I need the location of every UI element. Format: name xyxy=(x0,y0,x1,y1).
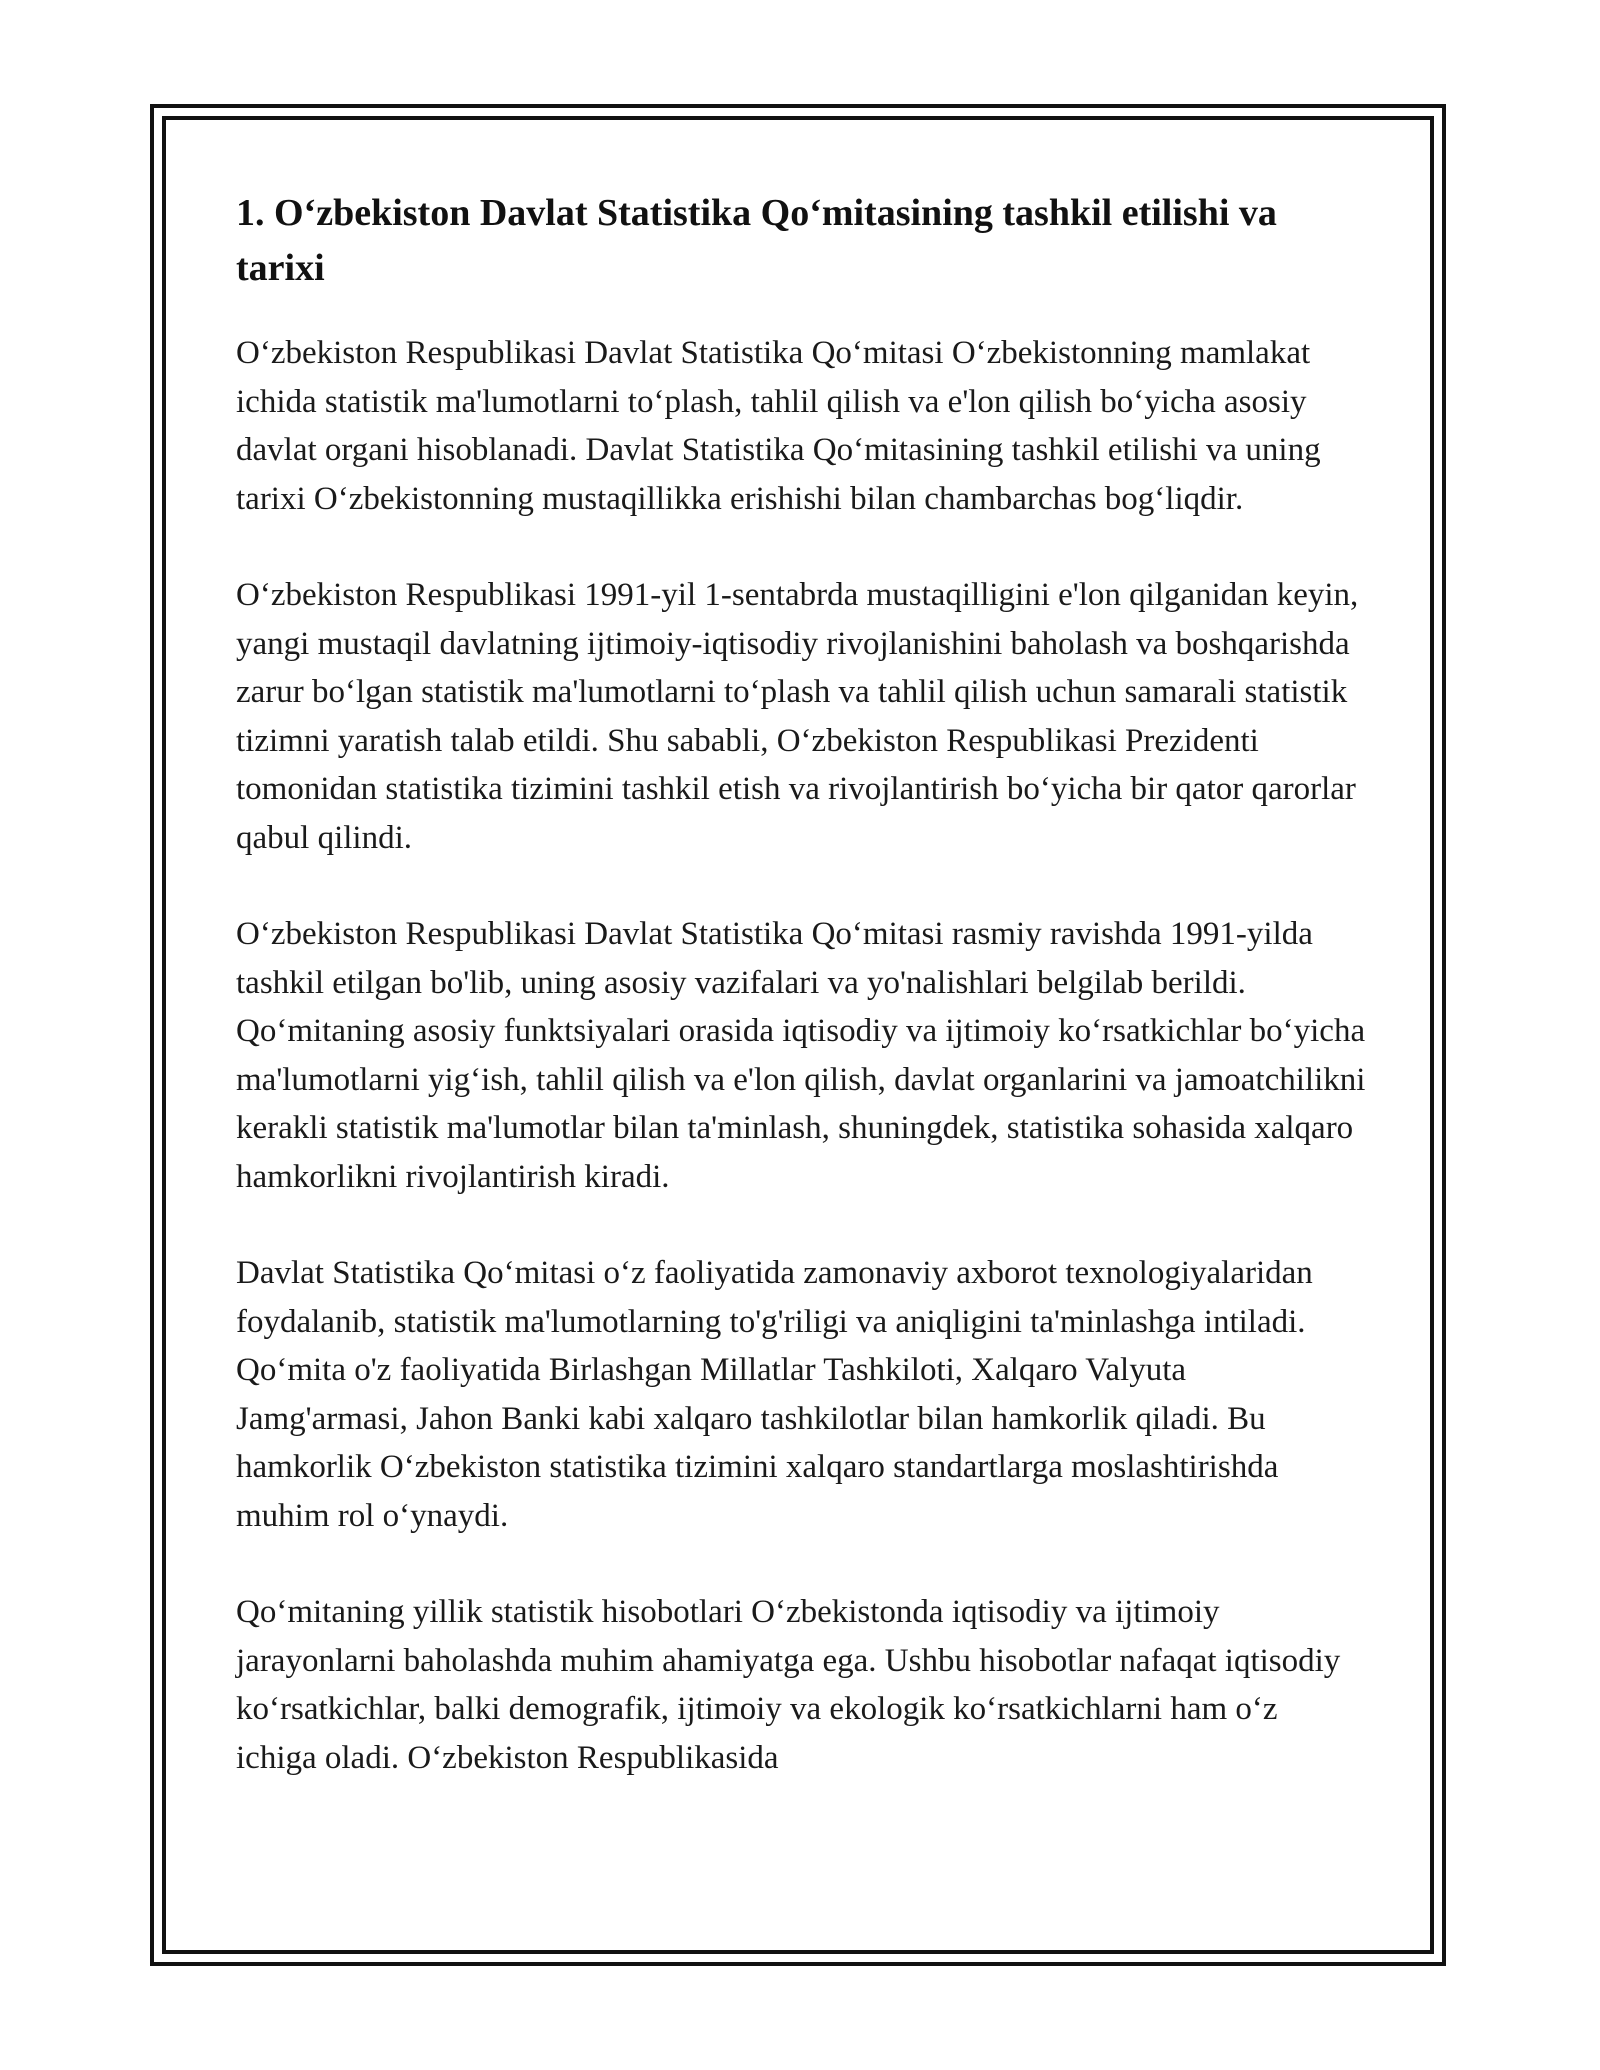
section-heading: 1. O‘zbekiston Davlat Statistika Qo‘mitasining tashkil etilishi va tarixi xyxy=(236,192,1277,289)
paragraph-4: Davlat Statistika Qo‘mitasi o‘z faoliyatida zamonaviy axborot texnologiyalaridan foydalanib, statistik ma'lumotlarning to'g'riligi va aniqligini ta'minlashga intiladi. Qo‘mita o'z faoliyatida Birlashgan Millatlar Tashkiloti, Xalqaro Valyuta Jamg'armasi, Jahon Banki kabi xalqaro tashkilotlar bilan hamkorlik qiladi. Bu hamkorlik O‘zbekiston statistika tizimini xalqaro standartlarga moslashtirishda muhim rol o‘ynaydi. xyxy=(236,1255,1313,1534)
document-content xyxy=(236,186,1366,1830)
paragraph-1: O‘zbekiston Respublikasi Davlat Statistika Qo‘mitasi O‘zbekistonning mamlakat ichida statistik ma'lumotlarni to‘plash, tahlil qilish va e'lon qilish bo‘yicha asosiy davlat organi hisoblanadi. Davlat Statistika Qo‘mitasining tashkil etilishi va uning tarixi O‘zbekistonning mustaqillikka erishishi bilan chambarchas bog‘liqdir. xyxy=(236,335,1321,517)
paragraph-2: O‘zbekiston Respublikasi 1991-yil 1-sentabrda mustaqilligini e'lon qilganidan keyin, yangi mustaqil davlatning ijtimoiy-iqtisodiy rivojlanishini baholash va boshqarishda zarur bo‘lgan statistik ma'lumotlarni to‘plash va tahlil qilish uchun samarali statistik tizimni yaratish talab etildi. Shu sababli, O‘zbekiston Respublikasi Prezidenti tomonidan statistika tizimini tashkil etish va rivojlantirish bo‘yicha bir qator qarorlar qabul qilindi. xyxy=(236,577,1359,856)
paragraph-5: Qo‘mitaning yillik statistik hisobotlari O‘zbekistonda iqtisodiy va ijtimoiy jarayonlarni baholashda muhim ahamiyatga ega. Ushbu hisobotlar nafaqat iqtisodiy ko‘rsatkichlar, balki demografik, ijtimoiy va ekologik ko‘rsatkichlarni ham o‘z ichiga oladi. O‘zbekiston Respublikasida xyxy=(236,1594,1341,1776)
paragraph-3: O‘zbekiston Respublikasi Davlat Statistika Qo‘mitasi rasmiy ravishda 1991-yilda tashkil etilgan bo'lib, uning asosiy vazifalari va yo'nalishlari belgilab berildi. Qo‘mitaning asosiy funktsiyalari orasida iqtisodiy va ijtimoiy ko‘rsatkichlar bo‘yicha ma'lumotlarni yig‘ish, tahlil qilish va e'lon qilish, davlat organlarini va jamoatchilikni kerakli statistik ma'lumotlar bilan ta'minlash, shuningdek, statistika sohasida xalqaro hamkorlikni rivojlantirish kiradi. xyxy=(236,916,1366,1195)
